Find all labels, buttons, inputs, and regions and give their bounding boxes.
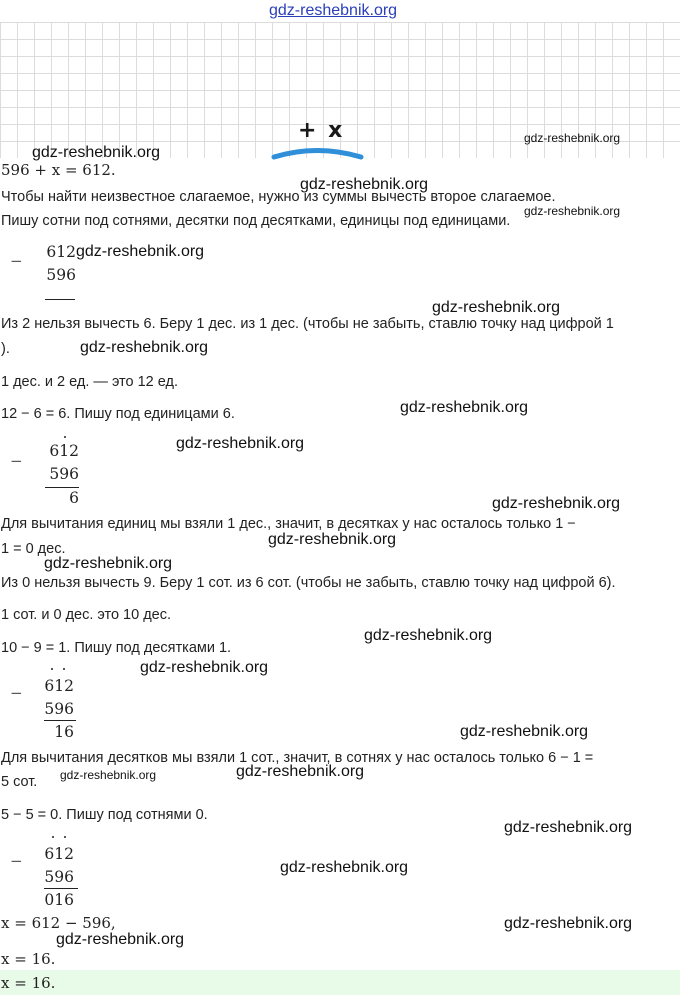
watermark: gdz-reshebnik.org bbox=[504, 915, 633, 932]
watermark: gdz-reshebnik.org bbox=[400, 399, 529, 416]
watermark: gdz-reshebnik.org bbox=[80, 339, 209, 356]
text-line: Из 0 нельзя вычесть 9. Беру 1 сот. из 6 сот. (чтобы не забыть, ставлю точку над цифрой 6). bbox=[1, 575, 616, 591]
watermark: gdz-reshebnik.org bbox=[460, 723, 589, 740]
text-line: Из 2 нельзя вычесть 6. Беру 1 дес. из 1 дес. (чтобы не забыть, ставлю точку над цифрой 1 bbox=[1, 316, 614, 332]
minus-sign: − bbox=[10, 684, 23, 702]
equation-line: x = 16. bbox=[1, 950, 56, 968]
watermark: gdz-reshebnik.org bbox=[236, 763, 365, 780]
subtrahend: 596 bbox=[49, 465, 79, 483]
minuend: 612 bbox=[46, 243, 76, 261]
watermark: gdz-reshebnik.org bbox=[524, 204, 621, 218]
watermark: gdz-reshebnik.org bbox=[32, 144, 161, 161]
equation-line: 596 + x = 612. bbox=[1, 161, 116, 179]
column-rule bbox=[44, 888, 78, 889]
difference: 6 bbox=[69, 489, 79, 507]
text-line: ). bbox=[1, 341, 10, 357]
column-subtraction bbox=[45, 440, 79, 509]
watermark: gdz-reshebnik.org bbox=[364, 627, 493, 644]
minus-sign: − bbox=[10, 252, 23, 270]
subtrahend: 596 bbox=[44, 700, 74, 718]
text-line: 1 сот. и 0 дес. это 10 дес. bbox=[1, 607, 172, 623]
watermark: gdz-reshebnik.org bbox=[524, 131, 621, 145]
watermark: gdz-reshebnik.org bbox=[492, 495, 621, 512]
text-line: 12 − 6 = 6. Пишу под единицами 6. bbox=[1, 406, 235, 422]
minuend: 612 bbox=[44, 677, 74, 695]
watermark: gdz-reshebnik.org bbox=[56, 931, 185, 948]
minuend: 612 bbox=[44, 845, 74, 863]
borrow-dot bbox=[63, 668, 65, 670]
topic-badge: + x bbox=[298, 118, 345, 143]
difference: 016 bbox=[44, 891, 74, 909]
watermark: gdz-reshebnik.org bbox=[60, 768, 157, 782]
text-line: Пишу сотни под сотнями, десятки под десятками, единицы под единицами. bbox=[1, 213, 511, 229]
watermark: gdz-reshebnik.org bbox=[140, 659, 269, 676]
text-line: Для вычитания единиц мы взяли 1 дес., значит, в десятках у нас осталось только 1 − bbox=[1, 516, 576, 532]
text-line: Чтобы найти неизвестное слагаемое, нужно из суммы вычесть второе слагаемое. bbox=[1, 189, 556, 205]
watermark: gdz-reshebnik.org bbox=[268, 531, 397, 548]
minus-sign: − bbox=[10, 452, 23, 470]
answer-line: x = 16. bbox=[1, 974, 56, 992]
text-line: 5 сот. bbox=[1, 774, 38, 790]
minus-sign: − bbox=[10, 852, 23, 870]
text-line: 5 − 5 = 0. Пишу под сотнями 0. bbox=[1, 807, 208, 823]
answer-highlight bbox=[0, 970, 680, 995]
watermark: gdz-reshebnik.org bbox=[280, 859, 409, 876]
column-rule bbox=[45, 299, 75, 300]
column-subtraction bbox=[40, 843, 74, 911]
watermark: gdz-reshebnik.org bbox=[44, 555, 173, 572]
watermark: gdz-reshebnik.org bbox=[176, 435, 305, 452]
watermark: gdz-reshebnik.org bbox=[76, 243, 205, 260]
subtrahend: 596 bbox=[44, 868, 74, 886]
column-rule bbox=[44, 720, 76, 721]
borrow-dot bbox=[52, 836, 54, 838]
column-rule bbox=[45, 487, 79, 488]
watermark: gdz-reshebnik.org bbox=[300, 176, 429, 193]
watermark: gdz-reshebnik.org bbox=[504, 819, 633, 836]
site-header-link[interactable]: gdz-reshebnik.org bbox=[269, 2, 398, 19]
equation-line: x = 612 − 596, bbox=[1, 914, 116, 932]
text-line: 1 дес. и 2 ед. — это 12 ед. bbox=[1, 374, 178, 390]
text-line: Для вычитания десятков мы взяли 1 сот., значит, в сотнях у нас осталось только 6 − 1 = bbox=[1, 750, 594, 766]
column-subtraction bbox=[42, 241, 76, 286]
watermark: gdz-reshebnik.org bbox=[432, 299, 561, 316]
minuend: 612 bbox=[49, 442, 79, 460]
text-line: 10 − 9 = 1. Пишу под десятками 1. bbox=[1, 640, 232, 656]
text-line: 1 = 0 дес. bbox=[1, 541, 66, 557]
borrow-dot bbox=[51, 668, 53, 670]
borrow-dot bbox=[64, 836, 66, 838]
badge-arc bbox=[270, 146, 365, 160]
difference: 16 bbox=[54, 723, 74, 741]
column-subtraction bbox=[40, 675, 74, 743]
subtrahend: 596 bbox=[46, 266, 76, 284]
borrow-dot bbox=[64, 436, 66, 438]
